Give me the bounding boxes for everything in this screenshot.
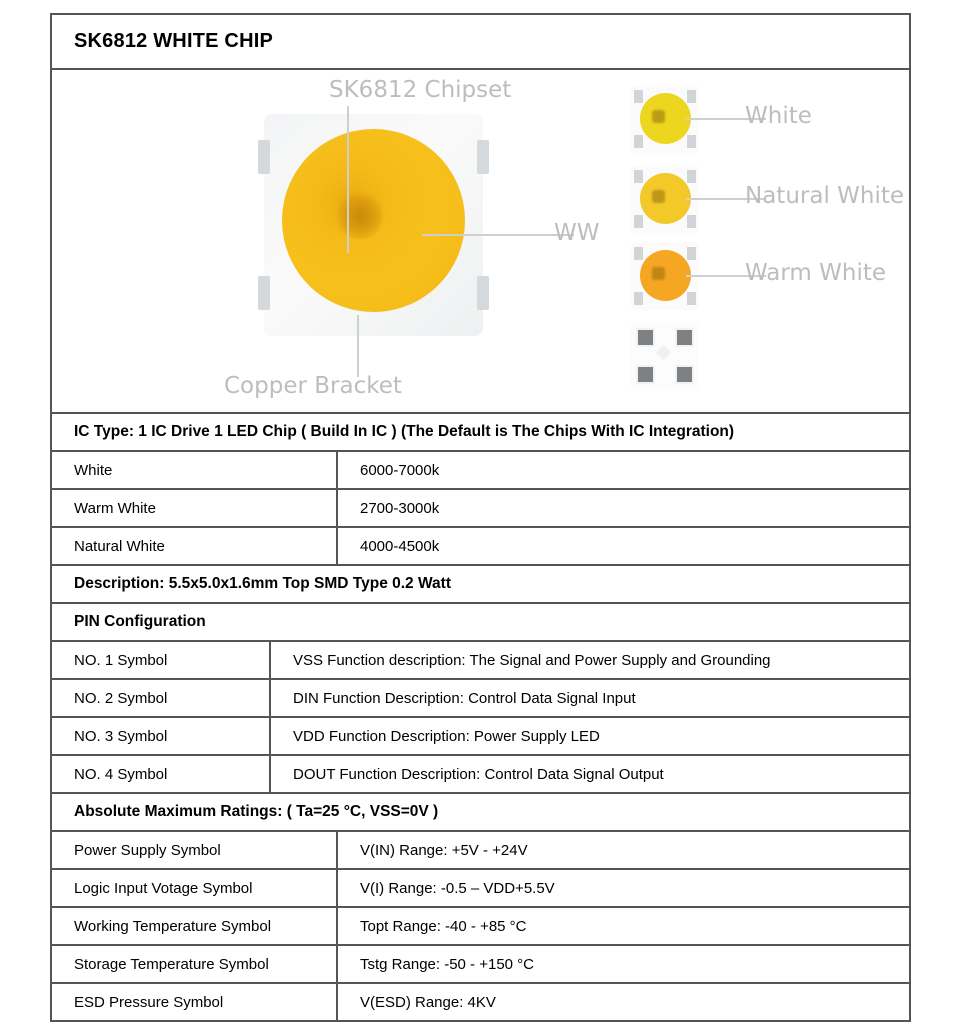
ic-type-heading: IC Type: 1 IC Drive 1 LED Chip ( Build In IC ) (The Default is The Chips With IC Integration) (52, 414, 909, 452)
table-row (52, 756, 909, 794)
polarity-notch-icon (656, 345, 672, 361)
table-row (52, 452, 909, 490)
row-key: NO. 1 Symbol (52, 642, 271, 678)
solder-pad (675, 365, 694, 384)
solder-pad (636, 328, 655, 347)
led-bottom-pad-view (631, 323, 699, 389)
row-key: White (52, 452, 338, 488)
absolute-maximum-ratings-heading: Absolute Maximum Ratings: ( Ta=25 °C, VSS=0V ) (52, 794, 909, 832)
row-value: 4000-4500k (360, 537, 440, 555)
led-die (652, 190, 665, 203)
row-key: Natural White (52, 528, 338, 564)
table-row (52, 832, 909, 870)
solder-pad (634, 170, 643, 183)
page-title-row (52, 15, 909, 70)
row-key: ESD Pressure Symbol (52, 984, 338, 1020)
row-key: NO. 3 Symbol (52, 718, 271, 754)
led-chip-illustration (264, 114, 483, 336)
row-value: V(I) Range: -0.5 – VDD+5.5V (360, 879, 555, 897)
led-die (337, 193, 383, 239)
table-row (52, 680, 909, 718)
row-value: V(ESD) Range: 4KV (360, 993, 496, 1011)
table-row (52, 908, 909, 946)
row-value: 6000-7000k (360, 461, 440, 479)
datasheet-table (50, 13, 911, 1022)
solder-pad (634, 135, 643, 148)
pin-configuration-heading: PIN Configuration (52, 604, 909, 642)
page-title: SK6812 WHITE CHIP (74, 30, 274, 52)
row-value: DIN Function Description: Control Data Signal Input (293, 689, 636, 707)
row-value: VSS Function description: The Signal and Power Supply and Grounding (293, 651, 771, 669)
chipset-leader-line (347, 106, 349, 253)
solder-pad (687, 247, 696, 260)
table-row (52, 984, 909, 1022)
description-heading: Description: 5.5x5.0x1.6mm Top SMD Type 0.2 Watt (52, 566, 909, 604)
product-figure (52, 70, 909, 414)
table-row (52, 946, 909, 984)
table-row (52, 528, 909, 566)
led-die (652, 267, 665, 280)
table-row (52, 642, 909, 680)
solder-pad (636, 365, 655, 384)
phosphor-lens (640, 93, 691, 144)
copper-bracket-tab (477, 140, 489, 174)
row-key: Warm White (52, 490, 338, 526)
row-value: Tstg Range: -50 - +150 °C (360, 955, 535, 973)
phosphor-dome (282, 129, 465, 312)
table-row (52, 490, 909, 528)
copper-bracket-tab (258, 276, 270, 310)
solder-pad (634, 215, 643, 228)
label-sample-white: White (745, 103, 812, 129)
ww-leader-line (422, 234, 574, 236)
solder-pad (634, 90, 643, 103)
solder-pad (687, 135, 696, 148)
solder-pad (687, 215, 696, 228)
row-value: VDD Function Description: Power Supply LED (293, 727, 600, 745)
led-die (652, 110, 665, 123)
phosphor-lens (640, 250, 691, 301)
label-chipset: SK6812 Chipset (329, 77, 512, 103)
label-ww: WW (554, 220, 600, 246)
row-value: Topt Range: -40 - +85 °C (360, 917, 527, 935)
solder-pad (687, 90, 696, 103)
copper-bracket-tab (477, 276, 489, 310)
row-key: Storage Temperature Symbol (52, 946, 338, 982)
label-copper-bracket: Copper Bracket (224, 373, 402, 399)
bracket-leader-line (357, 315, 359, 377)
row-key: NO. 2 Symbol (52, 680, 271, 716)
solder-pad (675, 328, 694, 347)
row-key: NO. 4 Symbol (52, 756, 271, 792)
solder-pad (634, 247, 643, 260)
row-key: Working Temperature Symbol (52, 908, 338, 944)
solder-pad (687, 292, 696, 305)
table-row (52, 718, 909, 756)
label-sample-warm-white: Warm White (745, 260, 887, 286)
row-value: 2700-3000k (360, 499, 440, 517)
row-key: Logic Input Votage Symbol (52, 870, 338, 906)
phosphor-lens (640, 173, 691, 224)
label-sample-natural-white: Natural White (745, 183, 905, 209)
row-value: DOUT Function Description: Control Data Signal Output (293, 765, 664, 783)
table-row (52, 870, 909, 908)
row-key: Power Supply Symbol (52, 832, 338, 868)
copper-bracket-tab (258, 140, 270, 174)
row-value: V(IN) Range: +5V - +24V (360, 841, 528, 859)
solder-pad (687, 170, 696, 183)
solder-pad (634, 292, 643, 305)
